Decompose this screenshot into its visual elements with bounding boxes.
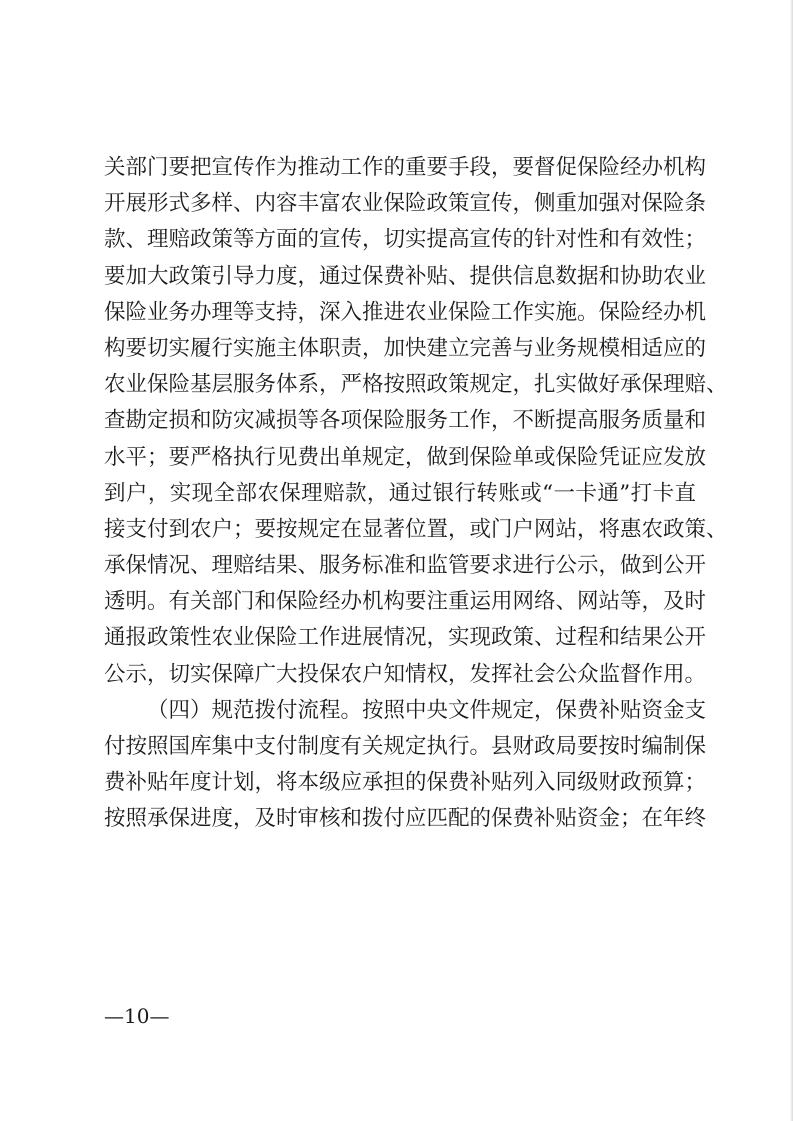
text-line: 构要切实履行实施主体职责，加快建立完善与业务规模相适应的 bbox=[104, 335, 707, 361]
body-text bbox=[104, 150, 728, 838]
section-heading-line: （四）规范拨付流程。按照中央文件规定，保费补贴资金支 bbox=[147, 697, 707, 723]
text-line: 关部门要把宣传作为推动工作的重要手段，要督促保险经办机构 bbox=[104, 155, 707, 180]
text-line: 要加大政策引导力度，通过保费补贴、提供信息数据和协助农业 bbox=[104, 263, 707, 289]
text-line: 透明。有关部门和保险经办机构要注重运用网络、网站等，及时 bbox=[104, 589, 707, 615]
text-line: 接支付到农户；要按规定在显著位置，或门户网站，将惠农政策、 bbox=[104, 516, 728, 542]
text-line: 公示，切实保障广大投保农户知情权，发挥社会公众监督作用。 bbox=[104, 661, 707, 687]
text-line: 开展形式多样、内容丰富农业保险政策宣传，侧重加强对保险条 bbox=[104, 191, 707, 217]
text-line: 查勘定损和防灾减损等各项保险服务工作，不断提高服务质量和 bbox=[104, 408, 707, 434]
text-line: 款、理赔政策等方面的宣传，切实提高宣传的针对性和有效性； bbox=[104, 227, 707, 253]
text-line: 通报政策性农业保险工作进展情况，实现政策、过程和结果公开 bbox=[104, 625, 707, 651]
page-number: —10— bbox=[104, 1004, 170, 1028]
text-line: 按照承保进度，及时审核和拨付应匹配的保费补贴资金；在年终 bbox=[104, 806, 707, 832]
text-line: 承保情况、理赔结果、服务标准和监管要求进行公示，做到公开 bbox=[104, 553, 707, 579]
text-line: 农业保险基层服务体系，严格按照政策规定，扎实做好承保理赔、 bbox=[104, 372, 728, 398]
text-line: 付按照国库集中支付制度有关规定执行。县财政局要按时编制保 bbox=[104, 734, 707, 759]
text-line: 到户，实现全部农保理赔款，通过银行转账或“一卡通”打卡直 bbox=[104, 480, 696, 506]
text-line: 水平；要严格执行见费出单规定，做到保险单或保险凭证应发放 bbox=[104, 444, 707, 470]
text-line: 保险业务办理等支持，深入推进农业保险工作实施。保险经办机 bbox=[104, 299, 707, 325]
text-line: 费补贴年度计划，将本级应承担的保费补贴列入同级财政预算； bbox=[104, 770, 707, 796]
